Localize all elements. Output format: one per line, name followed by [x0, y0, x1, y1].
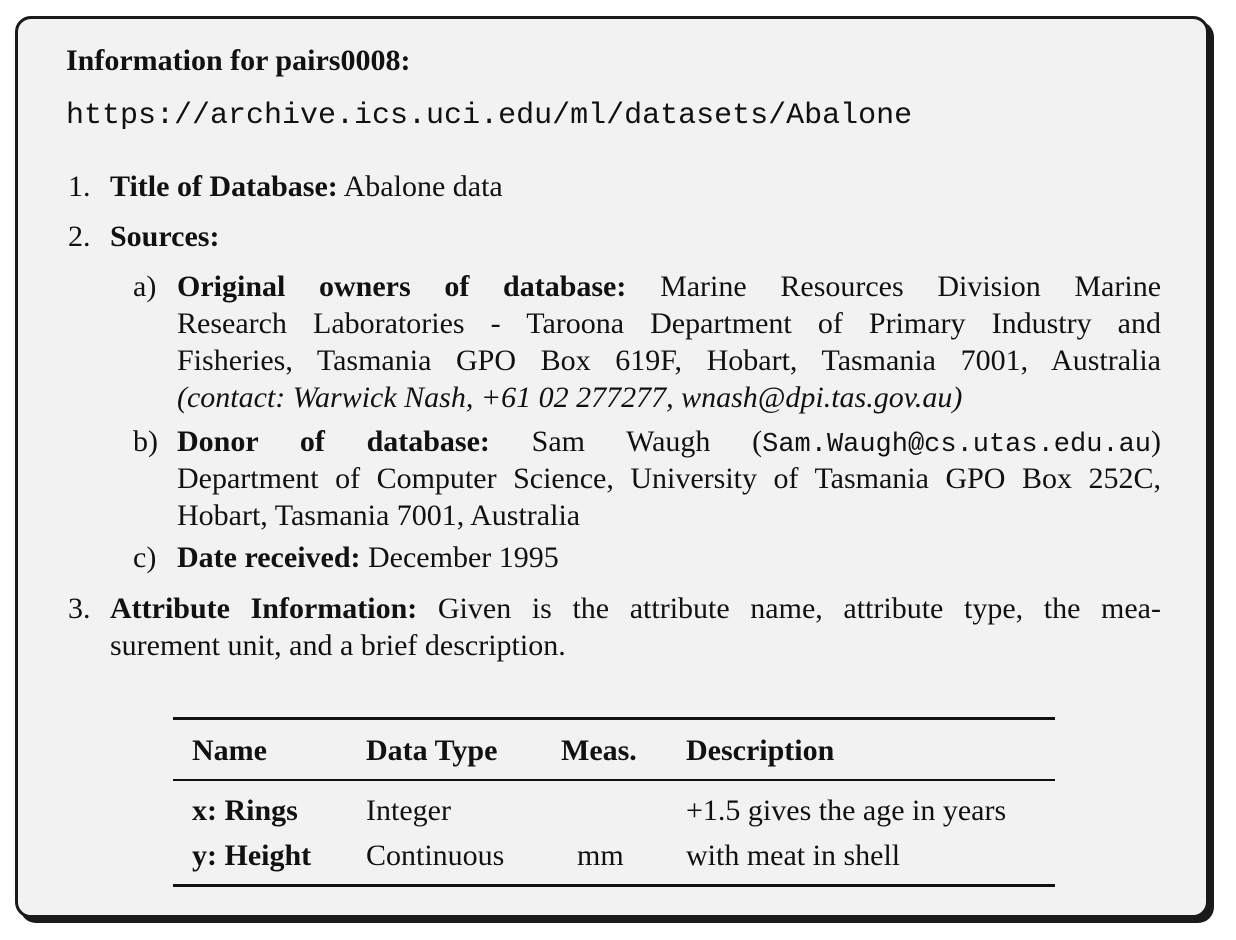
- donor-email[interactable]: Sam.Waugh@cs.utas.edu.au: [762, 430, 1152, 460]
- header-description: Description: [686, 734, 835, 767]
- title-of-database: [110, 170, 503, 204]
- owners-line-3: Fisheries, Tasmania GPO Box 619F, Hobart, Tasmania 7001, Australia: [177, 344, 1161, 377]
- owners-label: Original owners of database:: [177, 270, 627, 303]
- row-2-type: Continuous: [366, 839, 505, 872]
- donor-line-3: Hobart, Tasmania 7001, Australia: [177, 499, 581, 532]
- attributes-text-1: Given is the attribute name, attribute type, the mea-: [437, 592, 1161, 625]
- row-1-desc: +1.5 gives the age in years: [686, 794, 1007, 827]
- owners-contact: (contact: Warwick Nash, +61 02 277277, wnash@dpi.tas.gov.au): [177, 381, 963, 414]
- table-mid-rule: [173, 779, 1055, 781]
- donor-line-1: [177, 425, 1161, 460]
- row-1-name: x: Rings: [192, 794, 298, 827]
- attributes-line-2: surement unit, and a brief description.: [110, 629, 566, 662]
- item-number-2: 2.: [68, 220, 91, 253]
- donor-label: Donor of database:: [177, 425, 490, 458]
- row-1-type: Integer: [366, 794, 451, 827]
- sub-item-a: a): [133, 270, 157, 303]
- header-data-type: Data Type: [366, 734, 498, 767]
- attributes-label: Attribute Information:: [110, 592, 418, 625]
- owners-text-1: Marine Resources Division Marine: [660, 270, 1162, 303]
- header-name: Name: [192, 734, 267, 767]
- attributes-line-1: [110, 592, 1161, 626]
- header-meas: Meas.: [561, 734, 637, 767]
- table-bottom-rule: [173, 884, 1055, 887]
- item-number-1: 1.: [68, 170, 91, 203]
- owners-line-2: Research Laboratories - Taroona Department of Primary Industry and: [177, 307, 1161, 340]
- item-number-3: 3.: [68, 592, 91, 625]
- donor-line-2: Department of Computer Science, University of Tasmania GPO Box 252C,: [177, 462, 1161, 495]
- sub-item-c: c): [133, 541, 157, 574]
- title-of-database-label: Title of Database:: [110, 170, 338, 203]
- donor-email-wrap: (Sam.Waugh@cs.utas.edu.au): [752, 425, 1162, 460]
- row-2-name: y: Height: [192, 839, 312, 872]
- table-top-rule: [173, 717, 1055, 720]
- title-of-database-value: Abalone data: [343, 170, 503, 203]
- sources-label: Sources:: [110, 220, 220, 253]
- row-2-meas: mm: [577, 839, 624, 872]
- date-received-label: Date received:: [177, 541, 361, 574]
- info-title: Information for pairs0008:: [66, 44, 411, 77]
- dataset-url[interactable]: https://archive.ics.uci.edu/ml/datasets/Abalone: [66, 99, 913, 133]
- row-2-desc: with meat in shell: [686, 839, 901, 872]
- sub-item-b: b): [133, 425, 158, 458]
- date-received-value: December 1995: [368, 541, 559, 574]
- owners-line-1: [177, 270, 1161, 304]
- donor-name: Sam Waugh: [531, 425, 711, 458]
- date-received: [177, 541, 559, 575]
